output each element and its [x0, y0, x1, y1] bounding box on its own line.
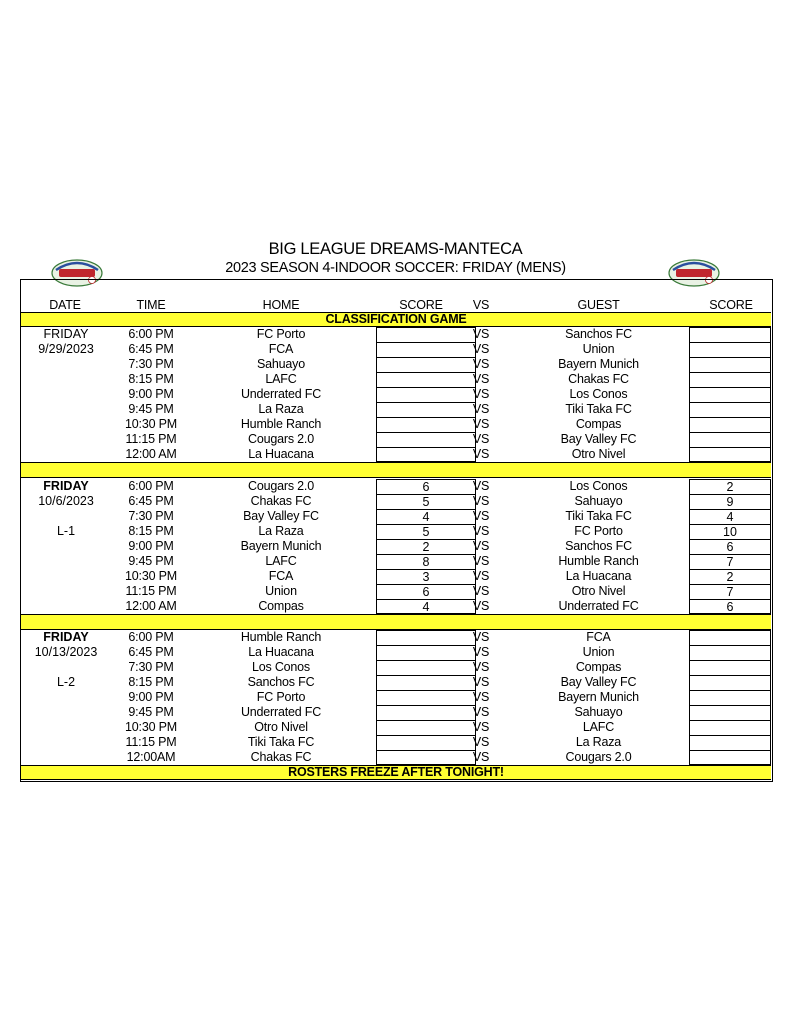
home-team: Sahuayo: [257, 357, 305, 371]
guest-score-box[interactable]: [689, 342, 771, 357]
home-team: Los Conos: [252, 660, 310, 674]
home-team: Cougars 2.0: [248, 432, 314, 446]
vs-label: VS: [472, 630, 490, 644]
col-score-guest: SCORE: [709, 298, 753, 312]
game-row: [21, 630, 771, 645]
vs-label: VS: [472, 387, 490, 401]
game-time: 9:45 PM: [128, 705, 174, 719]
game-time: 9:00 PM: [128, 387, 174, 401]
guest-score-box[interactable]: [689, 402, 771, 417]
game-time: 9:45 PM: [128, 402, 174, 416]
home-team: La Raza: [258, 524, 304, 538]
league-label: L-2: [56, 675, 76, 689]
game-row: [21, 660, 771, 675]
game-row: [21, 494, 771, 509]
game-row: [21, 750, 771, 765]
col-date: DATE: [49, 298, 81, 312]
game-row: [21, 705, 771, 720]
game-row: [21, 509, 771, 524]
guest-team: Compas: [575, 660, 622, 674]
guest-score-box[interactable]: [689, 690, 771, 705]
col-time: TIME: [136, 298, 166, 312]
home-score-box[interactable]: [376, 720, 476, 735]
home-team: LAFC: [265, 372, 297, 386]
vs-label: VS: [472, 432, 490, 446]
game-row: [21, 387, 771, 402]
col-vs: VS: [472, 298, 490, 312]
game-row: [21, 675, 771, 690]
vs-label: VS: [472, 402, 490, 416]
guest-score-box[interactable]: 7: [689, 584, 771, 599]
vs-label: VS: [472, 705, 490, 719]
guest-score-box[interactable]: 6: [689, 599, 771, 614]
home-team: Humble Ranch: [240, 417, 322, 431]
guest-score-box[interactable]: [689, 675, 771, 690]
home-team: Bay Valley FC: [243, 509, 319, 523]
home-score-box[interactable]: 8: [376, 554, 476, 569]
col-home: HOME: [262, 298, 300, 312]
home-score-box[interactable]: [376, 447, 476, 462]
guest-score-box[interactable]: 7: [689, 554, 771, 569]
week-day: FRIDAY: [43, 327, 89, 341]
guest-team: Bay Valley FC: [560, 675, 637, 689]
guest-team: LAFC: [582, 720, 615, 734]
guest-score-box[interactable]: [689, 720, 771, 735]
game-time: 11:15 PM: [125, 432, 177, 446]
week-date: 10/6/2023: [38, 494, 94, 508]
guest-score-box[interactable]: [689, 645, 771, 660]
guest-score-box[interactable]: [689, 357, 771, 372]
home-team: Union: [265, 584, 297, 598]
page-subtitle: 2023 SEASON 4-INDOOR SOCCER: FRIDAY (MENS): [225, 260, 566, 276]
guest-score-box[interactable]: [689, 705, 771, 720]
home-score-box[interactable]: [376, 630, 476, 645]
game-row: [21, 645, 771, 660]
game-time: 6:00 PM: [128, 479, 174, 493]
page-title: BIG LEAGUE DREAMS-MANTECA: [268, 240, 523, 258]
guest-team: Union: [582, 645, 615, 659]
game-row: [21, 417, 771, 432]
home-team: Chakas FC: [250, 494, 312, 508]
guest-team: Sanchos FC: [565, 327, 632, 341]
home-team: FC Porto: [256, 690, 306, 704]
col-guest: GUEST: [577, 298, 620, 312]
home-score-box[interactable]: [376, 645, 476, 660]
game-row: [21, 720, 771, 735]
guest-team: Chakas FC: [568, 372, 629, 386]
home-team: Bayern Munich: [240, 539, 322, 553]
guest-score-box[interactable]: [689, 750, 771, 765]
game-time: 11:15 PM: [125, 735, 177, 749]
week-separator: [21, 462, 771, 478]
vs-label: VS: [472, 539, 490, 553]
home-team: Humble Ranch: [240, 630, 322, 644]
guest-score-box[interactable]: [689, 660, 771, 675]
guest-score-box[interactable]: [689, 327, 771, 342]
schedule-table: [20, 279, 773, 782]
game-time: 8:15 PM: [128, 675, 174, 689]
game-row: [21, 327, 771, 342]
guest-team: Underrated FC: [558, 599, 639, 613]
home-score-box[interactable]: [376, 735, 476, 750]
guest-team: Sahuayo: [574, 494, 623, 508]
week-separator: [21, 614, 771, 630]
guest-score-box[interactable]: 6: [689, 539, 771, 554]
game-time: 12:00 AM: [125, 447, 177, 461]
col-score-home: SCORE: [399, 298, 443, 312]
guest-team: Los Conos: [569, 479, 628, 493]
game-time: 7:30 PM: [128, 509, 174, 523]
home-score-box[interactable]: [376, 690, 476, 705]
guest-score-box[interactable]: 2: [689, 569, 771, 584]
game-time: 7:30 PM: [128, 357, 174, 371]
home-team: Otro Nivel: [254, 720, 308, 734]
game-time: 10:30 PM: [125, 569, 177, 583]
home-score-box[interactable]: [376, 327, 476, 342]
guest-score-box[interactable]: [689, 372, 771, 387]
guest-team: Humble Ranch: [558, 554, 639, 568]
game-row: [21, 599, 771, 614]
vs-label: VS: [472, 675, 490, 689]
game-time: 8:15 PM: [128, 524, 174, 538]
home-team: La Raza: [258, 402, 304, 416]
game-time: 6:00 PM: [128, 630, 174, 644]
home-score-box[interactable]: 4: [376, 599, 476, 614]
game-time: 6:00 PM: [128, 327, 174, 341]
game-time: 12:00 AM: [125, 599, 177, 613]
game-row: [21, 372, 771, 387]
vs-label: VS: [472, 494, 490, 508]
guest-team: Tiki Taka FC: [565, 402, 632, 416]
guest-score-box[interactable]: [689, 735, 771, 750]
vs-label: VS: [472, 554, 490, 568]
home-team: Sanchos FC: [247, 675, 315, 689]
vs-label: VS: [472, 372, 490, 386]
vs-label: VS: [472, 720, 490, 734]
game-row: [21, 539, 771, 554]
game-time: 6:45 PM: [128, 494, 174, 508]
guest-team: Compas: [575, 417, 622, 431]
guest-team: Cougars 2.0: [565, 750, 632, 764]
guest-team: Bayern Munich: [558, 690, 639, 704]
vs-label: VS: [472, 447, 490, 461]
home-score-box[interactable]: 5: [376, 494, 476, 509]
home-score-box[interactable]: 4: [376, 509, 476, 524]
game-row: [21, 584, 771, 599]
game-time: 8:15 PM: [128, 372, 174, 386]
game-row: [21, 479, 771, 494]
home-team: La Huacana: [248, 447, 314, 461]
home-team: Compas: [258, 599, 304, 613]
home-score-box[interactable]: 3: [376, 569, 476, 584]
game-row: [21, 342, 771, 357]
week-date: 9/29/2023: [38, 342, 94, 356]
vs-label: VS: [472, 357, 490, 371]
guest-score-box[interactable]: 2: [689, 479, 771, 494]
home-team: La Huacana: [248, 645, 314, 659]
vs-label: VS: [472, 735, 490, 749]
vs-label: VS: [472, 660, 490, 674]
vs-label: VS: [472, 645, 490, 659]
home-score-box[interactable]: [376, 402, 476, 417]
guest-team: FCA: [586, 630, 611, 644]
game-row: [21, 402, 771, 417]
week-day: FRIDAY: [43, 479, 89, 493]
vs-label: VS: [472, 327, 490, 341]
game-row: [21, 357, 771, 372]
home-score-box[interactable]: 5: [376, 524, 476, 539]
footer-banner: ROSTERS FREEZE AFTER TONIGHT!: [21, 765, 771, 780]
home-team: Cougars 2.0: [248, 479, 314, 493]
week-day: FRIDAY: [43, 630, 89, 644]
vs-label: VS: [472, 342, 490, 356]
vs-label: VS: [472, 584, 490, 598]
game-time: 6:45 PM: [128, 342, 174, 356]
vs-label: VS: [472, 417, 490, 431]
home-score-box[interactable]: [376, 750, 476, 765]
guest-score-box[interactable]: [689, 447, 771, 462]
guest-team: Otro Nivel: [571, 584, 626, 598]
guest-team: FC Porto: [574, 524, 623, 538]
guest-team: Los Conos: [569, 387, 628, 401]
home-score-box[interactable]: [376, 372, 476, 387]
home-score-box[interactable]: 2: [376, 539, 476, 554]
guest-team: Union: [582, 342, 615, 356]
game-time: 10:30 PM: [125, 417, 177, 431]
vs-label: VS: [472, 599, 490, 613]
game-time: 6:45 PM: [128, 645, 174, 659]
game-row: [21, 432, 771, 447]
home-score-box[interactable]: [376, 660, 476, 675]
vs-label: VS: [472, 509, 490, 523]
home-team: LAFC: [265, 554, 297, 568]
game-time: 7:30 PM: [128, 660, 174, 674]
home-score-box[interactable]: [376, 357, 476, 372]
vs-label: VS: [472, 750, 490, 764]
guest-team: Bayern Munich: [558, 357, 639, 371]
guest-team: Sahuayo: [574, 705, 623, 719]
game-time: 9:00 PM: [128, 690, 174, 704]
game-row: [21, 690, 771, 705]
guest-team: La Raza: [575, 735, 622, 749]
classification-banner: CLASSIFICATION GAME: [21, 312, 771, 327]
guest-team: Bay Valley FC: [560, 432, 637, 446]
guest-score-box[interactable]: 4: [689, 509, 771, 524]
game-row: [21, 524, 771, 539]
home-score-box[interactable]: [376, 432, 476, 447]
guest-team: Tiki Taka FC: [565, 509, 632, 523]
home-score-box[interactable]: [376, 342, 476, 357]
home-score-box[interactable]: 6: [376, 584, 476, 599]
home-team: FCA: [268, 342, 294, 356]
game-time: 12:00AM: [126, 750, 176, 764]
home-score-box[interactable]: 6: [376, 479, 476, 494]
home-score-box[interactable]: [376, 675, 476, 690]
game-time: 10:30 PM: [125, 720, 177, 734]
guest-team: La Huacana: [565, 569, 632, 583]
vs-label: VS: [472, 524, 490, 538]
home-team: Underrated FC: [240, 705, 322, 719]
guest-score-box[interactable]: [689, 432, 771, 447]
vs-label: VS: [472, 569, 490, 583]
guest-score-box[interactable]: [689, 630, 771, 645]
game-time: 9:00 PM: [128, 539, 174, 553]
game-time: 9:45 PM: [128, 554, 174, 568]
guest-team: Sanchos FC: [565, 539, 632, 553]
guest-team: Otro Nivel: [571, 447, 626, 461]
vs-label: VS: [472, 690, 490, 704]
guest-score-box[interactable]: [689, 417, 771, 432]
home-team: FC Porto: [256, 327, 306, 341]
guest-score-box[interactable]: 10: [689, 524, 771, 539]
game-row: [21, 569, 771, 584]
home-team: Chakas FC: [250, 750, 312, 764]
week-date: 10/13/2023: [34, 645, 98, 659]
guest-score-box[interactable]: [689, 387, 771, 402]
home-score-box[interactable]: [376, 387, 476, 402]
game-row: [21, 447, 771, 462]
home-score-box[interactable]: [376, 417, 476, 432]
home-team: Underrated FC: [240, 387, 322, 401]
game-row: [21, 735, 771, 750]
home-score-box[interactable]: [376, 705, 476, 720]
guest-score-box[interactable]: 9: [689, 494, 771, 509]
vs-label: VS: [472, 479, 490, 493]
home-team: FCA: [268, 569, 294, 583]
home-team: Tiki Taka FC: [247, 735, 315, 749]
league-label: L-1: [56, 524, 76, 538]
game-time: 11:15 PM: [125, 584, 177, 598]
game-row: [21, 554, 771, 569]
